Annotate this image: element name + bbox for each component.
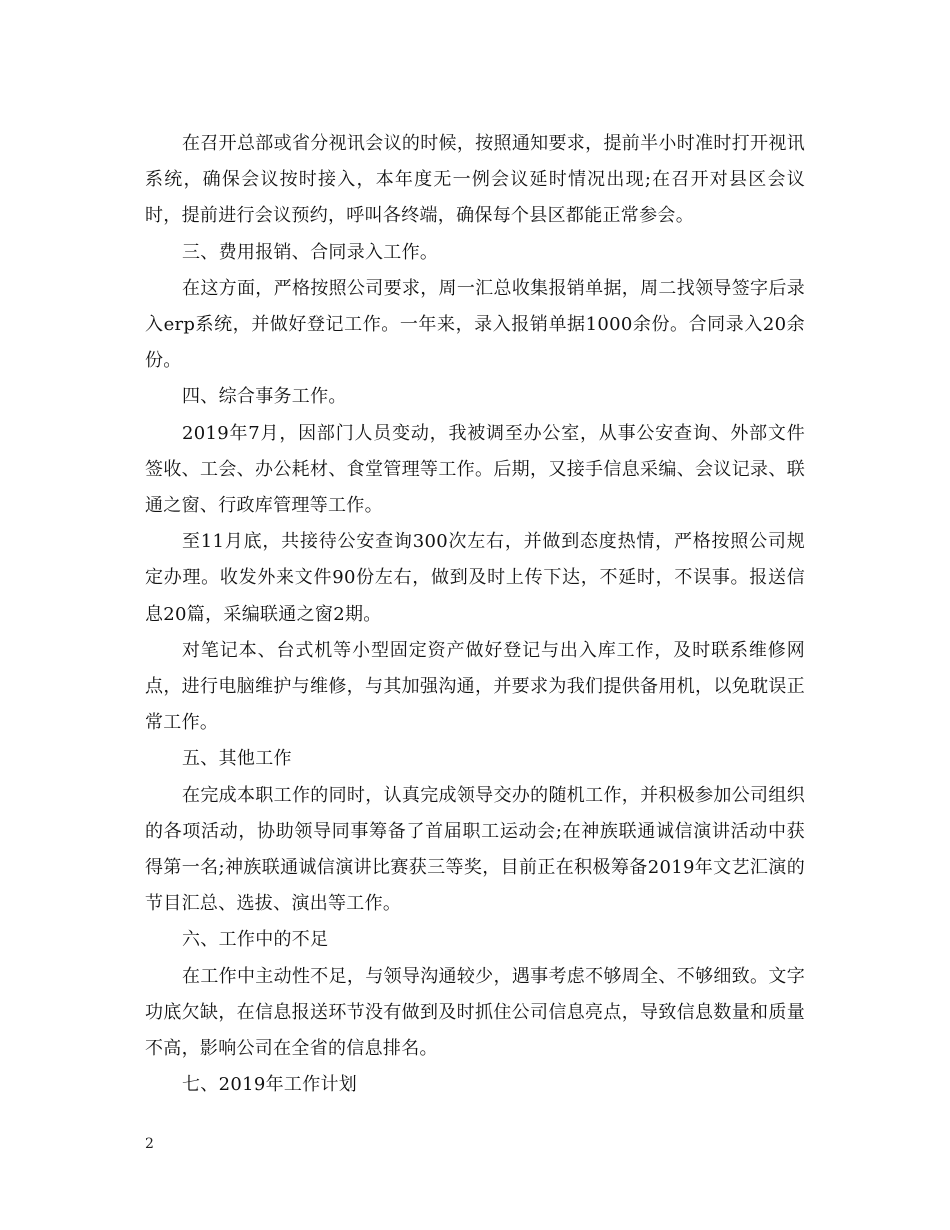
paragraph-job-transfer: 2019年7月，因部门人员变动，我被调至办公室，从事公安查询、外部文件签收、工会、办公耗材、食堂管理等工作。后期，又接手信息采编、会议记录、联通之窗、行政库管理等工作。 bbox=[145, 422, 805, 517]
paragraph-video-conference: 在召开总部或省分视讯会议的时候，按照通知要求，提前半小时准时打开视讯系统，确保会议按时接入，本年度无一例会议延时情况出现;在召开对县区会议时，提前进行会议预约，呼叫各终端，确保每个县区都能正常参会。 bbox=[145, 133, 805, 227]
document-body bbox=[145, 126, 805, 1103]
section-heading-work-plan: 七、2019年工作计划 bbox=[182, 1074, 358, 1096]
page-number: 2 bbox=[145, 1136, 154, 1152]
paragraph-statistics: 至11月底，共接待公安查询300次左右，并做到态度热情，严格按照公司规定办理。收发外来文件90份左右，做到及时上传下达，不延时，不误事。报送信息20篇，采编联通之窗2期。 bbox=[145, 531, 805, 625]
section-heading-expense-contract: 三、费用报销、合同录入工作。 bbox=[182, 241, 439, 263]
paragraph-fixed-assets: 对笔记本、台式机等小型固定资产做好登记与出入库工作，及时联系维修网点，进行电脑维护与维修，与其加强沟通，并要求为我们提供备用机，以免耽误正常工作。 bbox=[145, 639, 805, 734]
section-heading-general-affairs: 四、综合事务工作。 bbox=[182, 386, 347, 408]
section-heading-shortcomings: 六、工作中的不足 bbox=[182, 929, 329, 951]
paragraph-expense-reimbursement: 在这方面，严格按照公司要求，周一汇总收集报销单据，周二找领导签字后录入erp系统，并做好登记工作。一年来，录入报销单据1000余份。合同录入20余份。 bbox=[145, 277, 805, 372]
section-heading-other-work: 五、其他工作 bbox=[182, 748, 292, 770]
paragraph-other-activities: 在完成本职工作的同时，认真完成领导交办的随机工作，并积极参加公司组织的各项活动，协助领导同事筹备了首届职工运动会;在神族联通诚信演讲活动中获得第一名;神族联通诚信演讲比赛获三等奖，目前正在积极筹备2019年文艺汇演的节目汇总、选拔、演出等工作。 bbox=[145, 784, 805, 915]
paragraph-shortcomings: 在工作中主动性不足，与领导沟通较少，遇事考虑不够周全、不够细致。文字功底欠缺，在信息报送环节没有做到及时抓住公司信息亮点，导致信息数量和质量不高，影响公司在全省的信息排名。 bbox=[145, 965, 805, 1060]
